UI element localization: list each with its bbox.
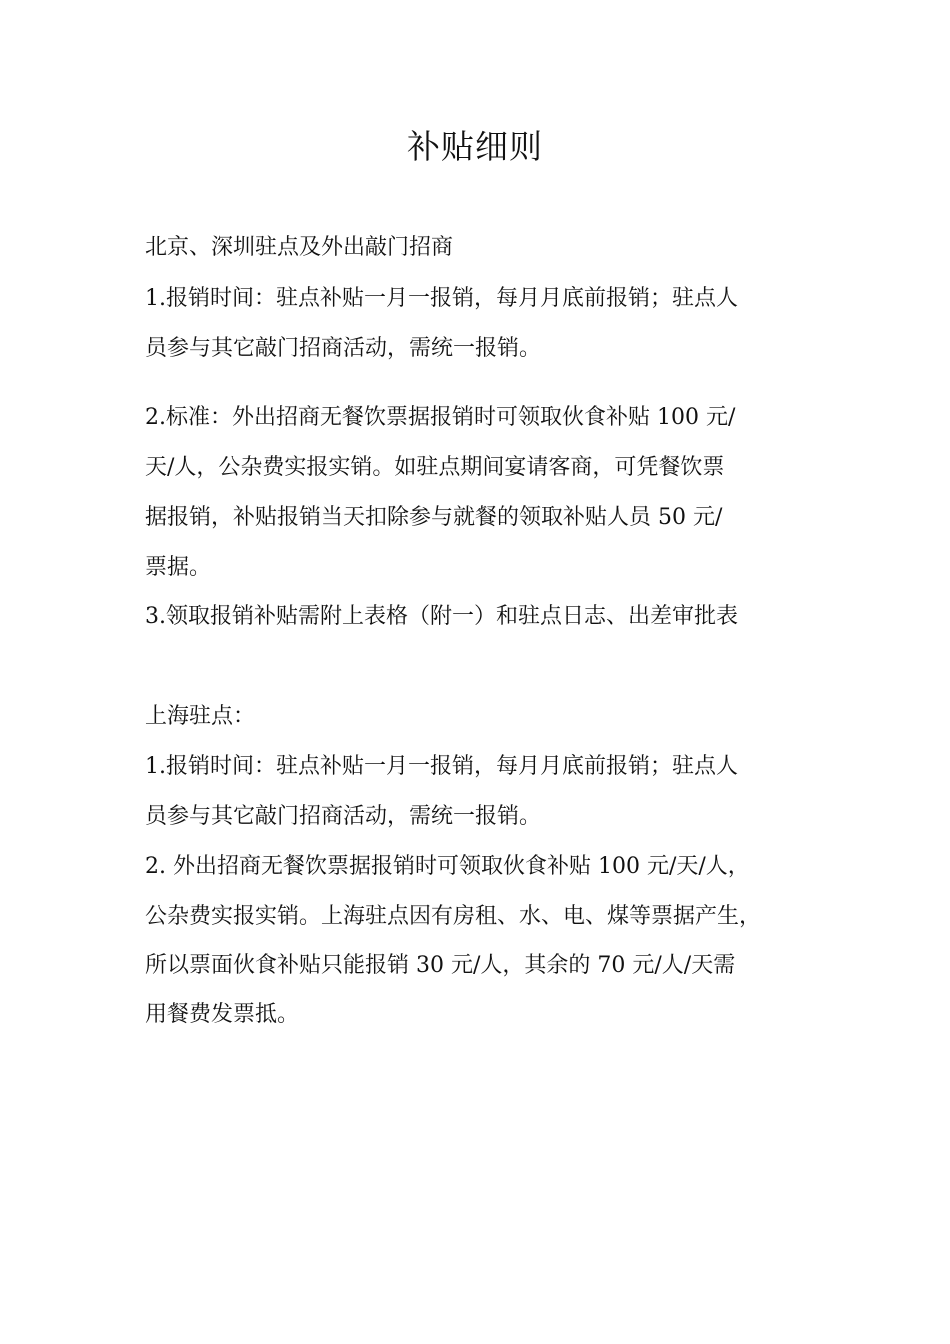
section1-heading: 北京、深圳驻点及外出敲门招商	[145, 235, 454, 260]
section2-item1-line1: 1.报销时间：驻点补贴一月一报销，每月月底前报销；驻点人	[145, 754, 738, 779]
section1-item1-line1: 1.报销时间：驻点补贴一月一报销，每月月底前报销；驻点人	[145, 286, 738, 311]
section2-item2-line2: 公杂费实报实销。上海驻点因有房租、水、电、煤等票据产生，	[145, 904, 762, 929]
section2-heading: 上海驻点：	[145, 704, 256, 729]
section2-item2-line3: 所以票面伙食补贴只能报销 30 元/人，其余的 70 元/人/天需	[145, 953, 736, 978]
section2-item2-line4: 用餐费发票抵。	[145, 1002, 300, 1027]
document-title: 补贴细则	[407, 127, 543, 166]
section1-item2-line1: 2.标准：外出招商无餐饮票据报销时可领取伙食补贴 100 元/	[145, 405, 736, 430]
section1-item3: 3.领取报销补贴需附上表格（附一）和驻点日志、出差审批表	[145, 604, 738, 629]
section1-item1-line2: 员参与其它敲门招商活动，需统一报销。	[145, 336, 542, 361]
section1-item2-line4: 票据。	[145, 555, 212, 580]
section2-item2-line1: 2. 外出招商无餐饮票据报销时可领取伙食补贴 100 元/天/人，	[145, 854, 750, 879]
section2-item1-line2: 员参与其它敲门招商活动，需统一报销。	[145, 804, 542, 829]
section1-item2-line3: 据报销，补贴报销当天扣除参与就餐的领取补贴人员 50 元/	[145, 505, 723, 530]
section1-item2-line2: 天/人，公杂费实报实销。如驻点期间宴请客商，可凭餐饮票	[145, 455, 725, 480]
